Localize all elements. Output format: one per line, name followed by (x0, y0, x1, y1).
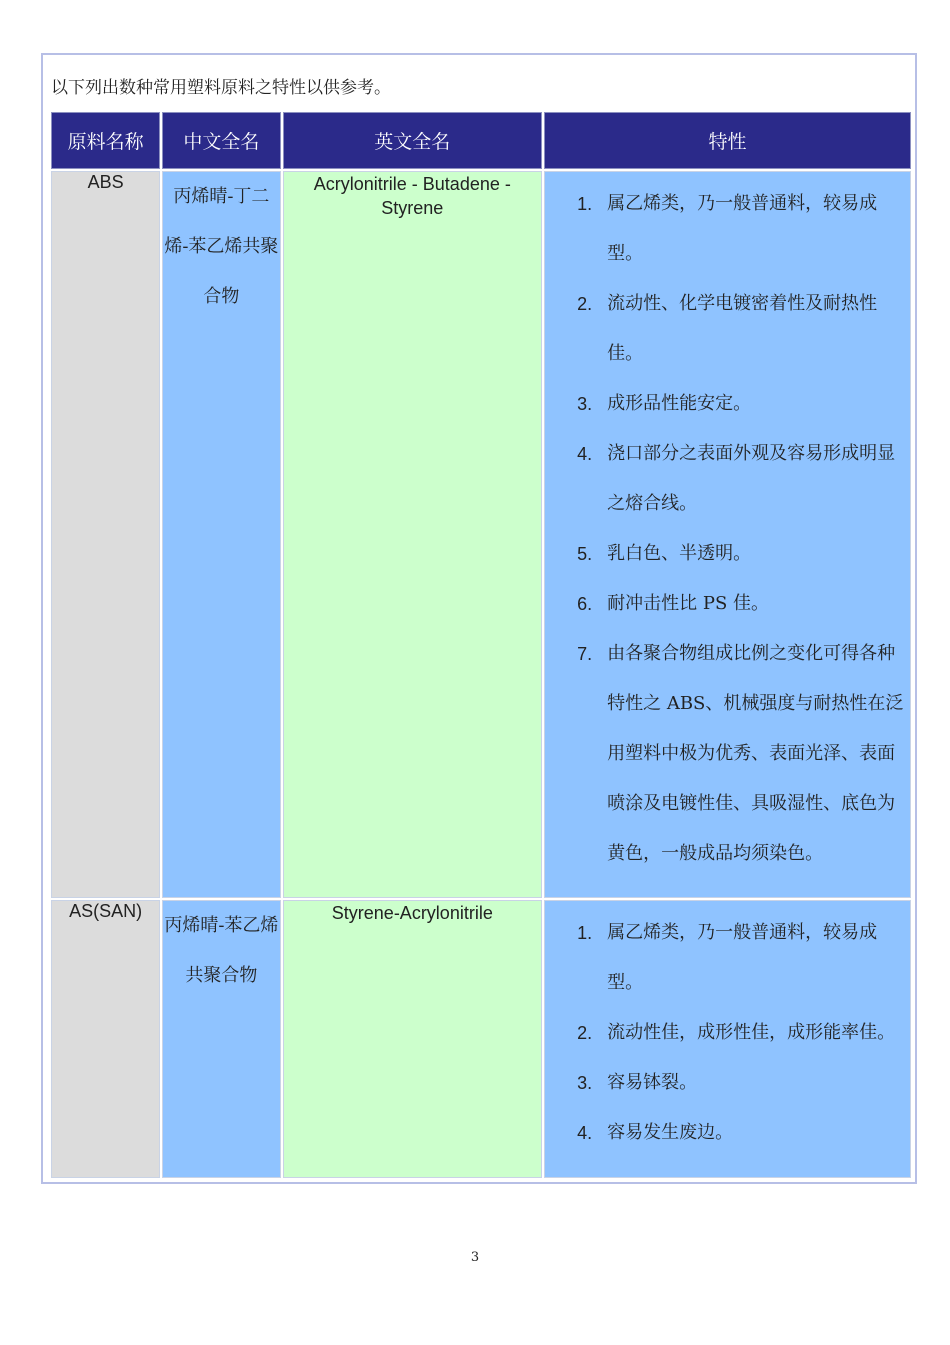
list-item: 流动性佳，成形性佳，成形能率佳。 (607, 1022, 896, 1043)
list-item: 容易发生废边。 (607, 1122, 734, 1143)
list-item: 由各聚合物组成比例之变化可得各种特性之 ABS、机械强度与耐热性在泛用塑料中极为优秀、表面光泽、表面喷涂及电镀性佳、具吸湿性、底色为黄色，一般成品均须染色。 (607, 643, 904, 864)
list-item: 属乙烯类，乃一般普通料，较易成型。 (607, 922, 878, 993)
list-item: 流动性、化学电镀密着性及耐热性佳。 (607, 293, 878, 364)
material-cn-name: 丙烯晴-苯乙烯共聚合物 (162, 900, 280, 1178)
list-item: 耐冲击性比 PS 佳。 (607, 593, 769, 614)
list-item: 浇口部分之表面外观及容易形成明显之熔合线。 (607, 443, 896, 514)
page-number: 3 (470, 1250, 480, 1265)
material-en-name: Acrylonitrile - Butadene - Styrene (283, 171, 543, 898)
material-en-name: Styrene-Acrylonitrile (283, 900, 543, 1178)
table-row (51, 900, 911, 1178)
material-code: AS(SAN) (51, 900, 160, 1178)
list-item: 成形品性能安定。 (607, 393, 752, 414)
header-code: 原料名称 (51, 112, 160, 169)
properties-list (545, 172, 910, 879)
properties-list (545, 901, 910, 1158)
material-code: ABS (51, 171, 160, 898)
list-item: 容易钵裂。 (607, 1072, 698, 1093)
list-item: 乳白色、半透明。 (607, 543, 752, 564)
header-cn-name: 中文全名 (162, 112, 280, 169)
material-cn-name: 丙烯晴-丁二烯-苯乙烯共聚合物 (162, 171, 280, 898)
header-properties: 特性 (544, 112, 911, 169)
material-properties (544, 171, 911, 898)
materials-table (49, 110, 913, 1180)
header-en-name: 英文全名 (283, 112, 543, 169)
intro-text: 以下列出数种常用塑料原料之特性以供参考。 (51, 78, 391, 98)
list-item: 属乙烯类，乃一般普通料，较易成型。 (607, 193, 878, 264)
table-row (51, 171, 911, 898)
material-properties (544, 900, 911, 1178)
content-frame (41, 53, 917, 1184)
table-header-row (51, 112, 911, 169)
